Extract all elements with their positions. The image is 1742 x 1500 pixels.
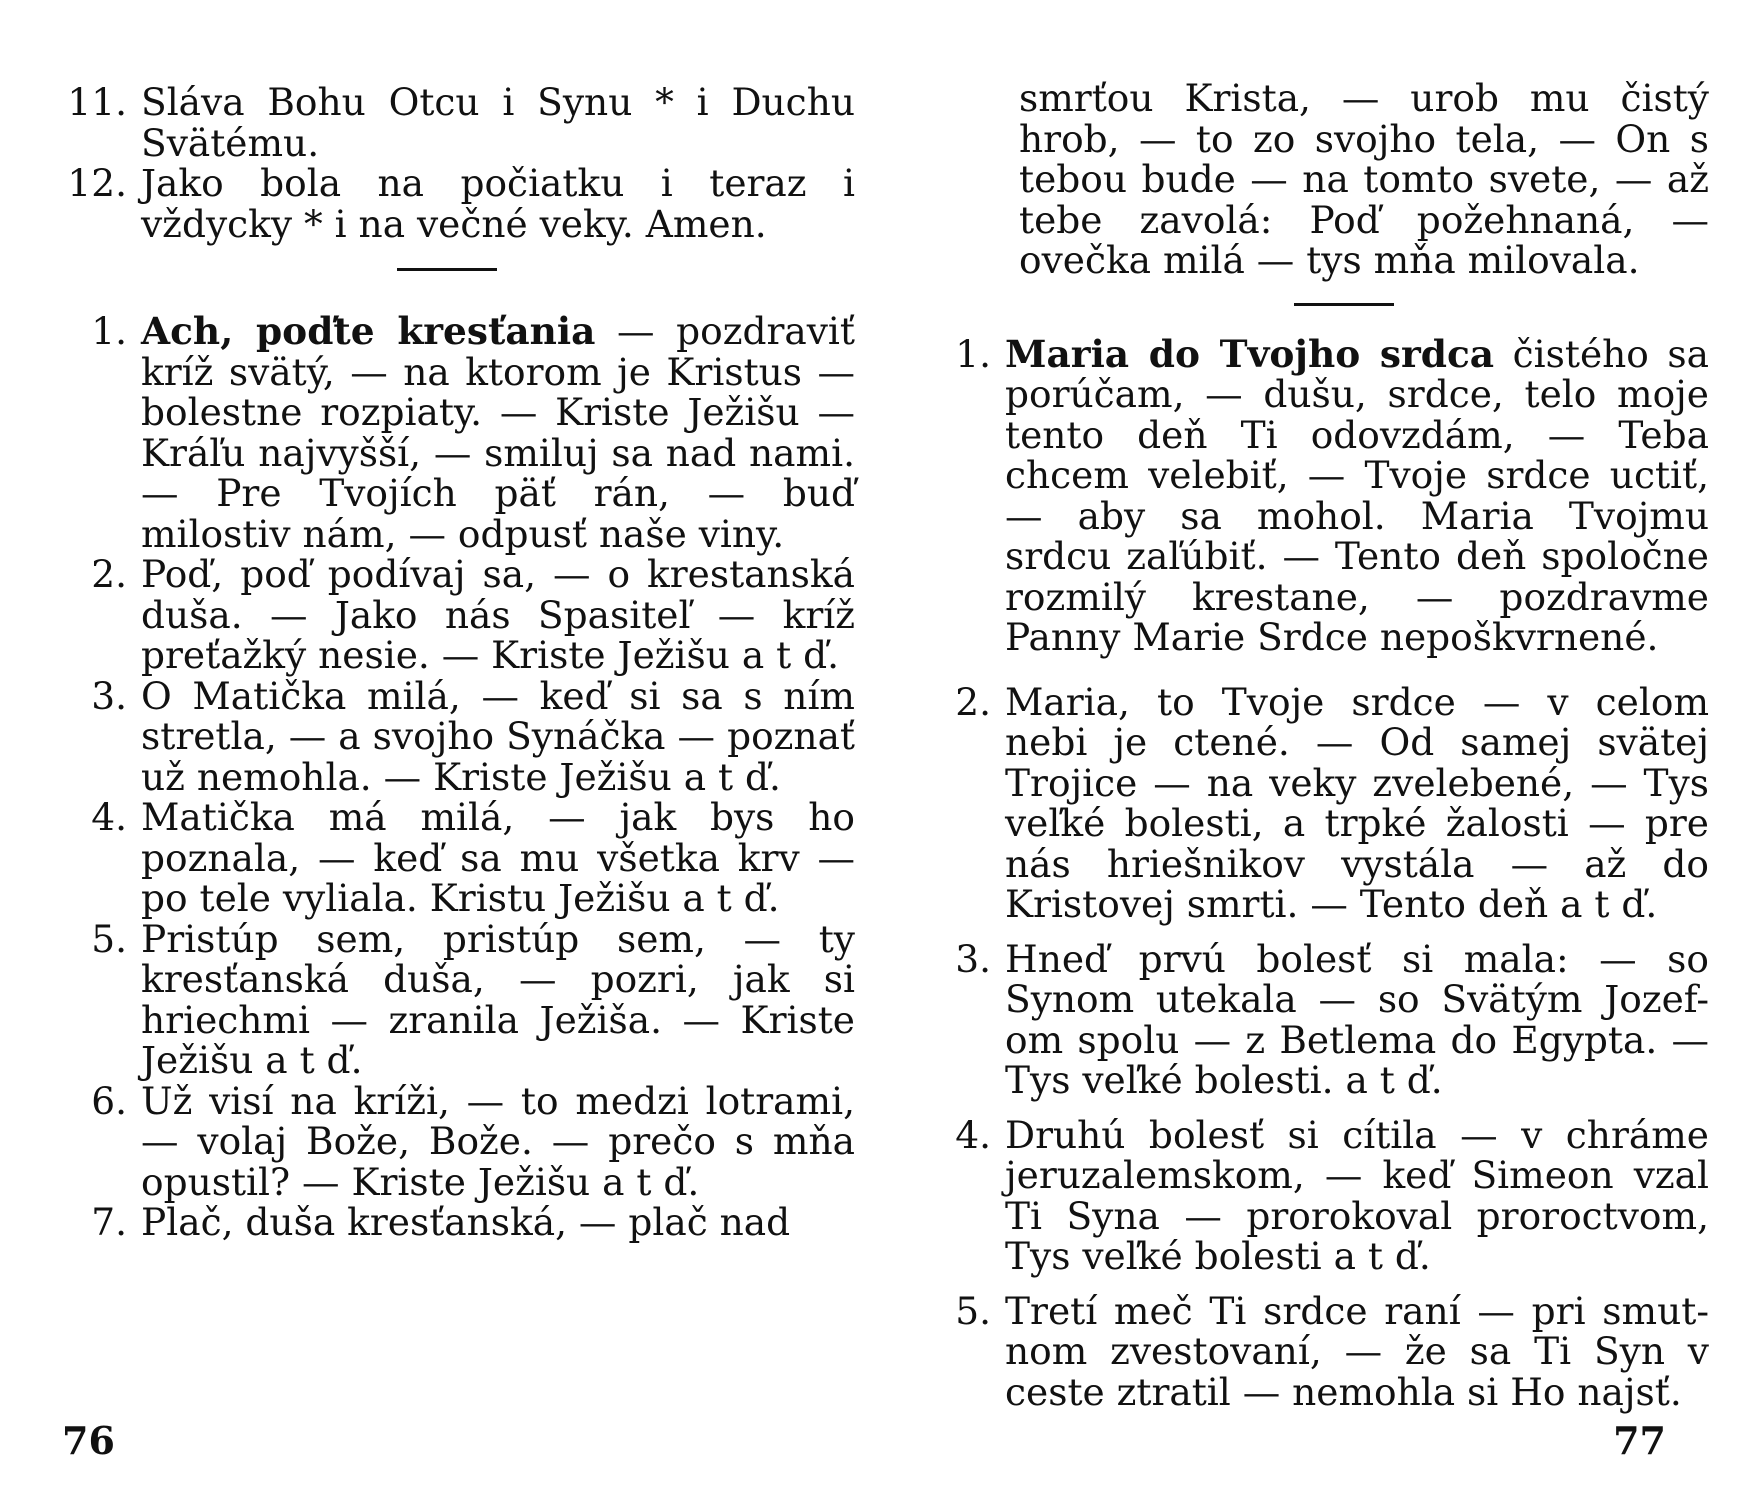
- verse-number: 3.: [955, 936, 991, 981]
- verse-number: 1.: [91, 309, 127, 353]
- section-divider: [1294, 303, 1394, 306]
- hymn-verse-1: [55, 311, 855, 554]
- verse-number: 2.: [955, 679, 991, 724]
- verse-text: Matička má milá, — jak bys ho poznala, — keď sa mu všetka krv — po tele vyliala. Kristu Ježišu a t ď.: [141, 795, 855, 920]
- verse-number: 7.: [91, 1200, 127, 1244]
- verse-continuation: smrťou Krista, — urob mu čistý hrob, — to zo svojho tela, — On s tebou bude — na tomto svete, — až tebe zavolá: Poď požehnaná, — ovečka milá — tys mňa milovala.: [1019, 76, 1709, 282]
- right-page: [871, 0, 1742, 1500]
- verse-text: O Matička milá, — keď si sa s ním stretla, — a svojho Synáčka — poznať už nemohla. — Kriste Ježišu a t ď.: [141, 673, 855, 799]
- verse-text: Tretí meč Ti srdce raní — pri smut- nom zvestovaní, — že sa Ti Syn v ceste ztratil — nemohla si Ho najsť.: [1005, 1288, 1709, 1414]
- verse-number: 1.: [955, 331, 991, 376]
- verse-body: — pozdraviť kríž svätý, — na ktorom je Kristus — bolestne rozpiaty. — Kriste Ježišu — Kráľu najvyšší, — smiluj sa nad nami. — Pre Tvojích päť rán, — buď milostiv nám, — odpusť naše viny.: [141, 309, 855, 556]
- hymn-verse-5: [55, 916, 855, 1082]
- hymn-verse-2: [55, 554, 855, 676]
- verse-text: Sláva Bohu Otcu i Synu * i Duchu Svätému.: [141, 80, 855, 165]
- hymn-verse-7: [55, 1202, 855, 1243]
- verse-number: 3.: [91, 673, 127, 718]
- verse-text: Poď, poď podívaj sa, — o krestanská duša. — Jako nás Spasiteľ — kríž preťažký nesie. — Kriste Ježišu a t ď.: [141, 552, 855, 677]
- page-number: 76: [62, 1418, 115, 1463]
- right-page-text: [919, 78, 1709, 1412]
- hymn-verse-1: [919, 331, 1709, 659]
- verse-11: [55, 82, 855, 163]
- page-number: 77: [1613, 1418, 1666, 1463]
- verse-text: Jako bola na počiatku i teraz i vždycky * i na večné veky. Amen.: [141, 161, 855, 246]
- hymn-incipit: Ach, poďte kresťania: [141, 309, 596, 353]
- verse-number: 4.: [955, 1112, 991, 1157]
- verse-text: Pristúp sem, pristúp sem, — ty kresťanská duša, — pozri, jak si hriechmi — zranila Ježiša. — Kriste Ježišu a t ď.: [141, 916, 855, 1082]
- verse-text: Druhú bolesť si cítila — v chráme jeruzalemskom, — keď Simeon vzal Ti Syna — prorokoval proroctvom, Tys veľké bolesti a t ď.: [1005, 1112, 1709, 1278]
- verse-number: 4.: [91, 795, 127, 839]
- verse-12: [55, 163, 855, 244]
- hymn-verse-5: [919, 1288, 1709, 1414]
- verse-number: 5.: [91, 916, 127, 961]
- verse-number: 2.: [91, 552, 127, 596]
- verse-number: 11.: [67, 80, 127, 124]
- verse-text: Už visí na kríži, — to medzi lotrami, — volaj Bože, Bože. — prečo s mňa opustil? — Kriste Ježišu a t ď.: [141, 1078, 855, 1204]
- hymn-verse-4: [919, 1112, 1709, 1278]
- verse-number: 5.: [955, 1288, 991, 1333]
- left-page-text: [55, 82, 855, 1243]
- hymn-verse-6: [55, 1078, 855, 1204]
- hymn-verse-2: [919, 679, 1709, 926]
- hymn-verse-3: [919, 936, 1709, 1102]
- hymn-verse-3: [55, 673, 855, 799]
- verse-text: Hneď prvú bolesť si mala: — so Synom utekala — so Svätým Jozef- om spolu — z Betlema do Egypta. — Tys veľké bolesti. a t ď.: [1005, 936, 1709, 1102]
- verse-number: 12.: [67, 161, 127, 205]
- section-divider: [397, 268, 497, 271]
- verse-text: [141, 311, 855, 554]
- hymn-verse-4: [55, 797, 855, 919]
- verse-text: Plač, duša kresťanská, — plač nad: [141, 1200, 791, 1244]
- verse-number: 6.: [91, 1078, 127, 1123]
- hymn-incipit: Maria do Tvojho srdca: [1005, 331, 1495, 376]
- verse-text: Maria, to Tvoje srdce — v celom nebi je ctené. — Od samej svätej Trojice — na veky zvelebené, — Tys veľké bolesti, a trpké žalosti — pre nás hriešnikov vystála — až do Kristovej smrti. — Tento deň a t ď.: [1005, 679, 1709, 926]
- verse-text: [1005, 331, 1709, 659]
- verse-body: čistého sa porúčam, — dušu, srdce, telo moje tento deň Ti odovzdám, — Teba chcem velebiť, — Tvoje srdce uctiť, — aby sa mohol. Maria Tvojmu srdcu zaľúbiť. — Tento deň spoločne rozmilý krestane, — pozdravme Panny Marie Srdce nepoškvrnené.: [1005, 331, 1709, 659]
